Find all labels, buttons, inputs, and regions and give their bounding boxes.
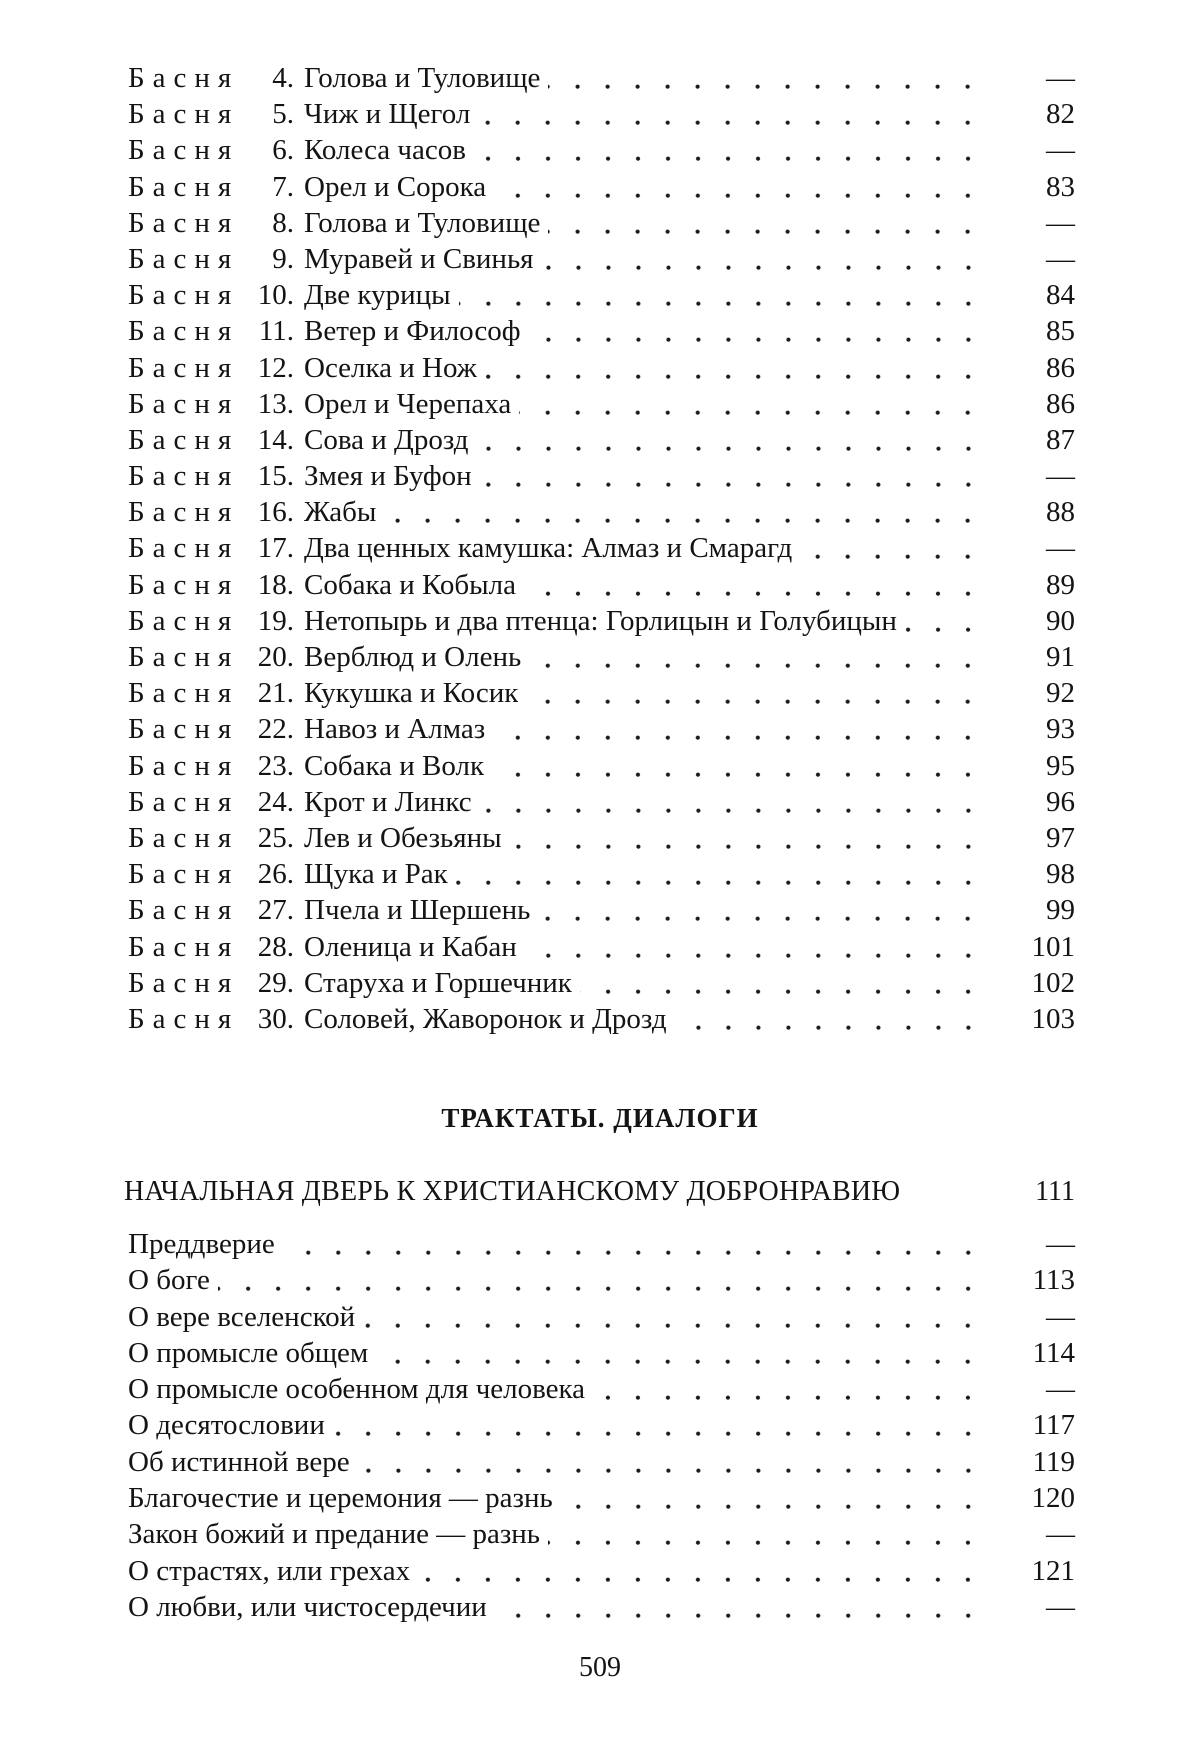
entry-number: 17. — [257, 532, 294, 565]
dot-leader — [561, 1480, 983, 1516]
entry-page-number: 96 — [1046, 785, 1075, 818]
dot-leader — [477, 422, 983, 458]
entry-number: 6. — [272, 134, 294, 167]
toc-entry-chapter — [128, 1553, 1075, 1589]
entry-number: 29. — [257, 966, 294, 999]
dot-leader — [519, 386, 983, 422]
dot-leader — [495, 1589, 983, 1625]
entry-page-number: 90 — [1046, 604, 1075, 637]
entry-number: 16. — [257, 496, 294, 529]
entry-number: 21. — [257, 677, 294, 710]
toc-entry-chapter — [128, 1480, 1075, 1516]
entry-title: О страстях, или грехах — [128, 1554, 411, 1587]
dot-leader — [363, 1299, 983, 1335]
toc-entry-fable — [128, 639, 1075, 675]
dot-leader — [459, 277, 983, 313]
entry-title: Две курицы — [304, 279, 451, 312]
entry-label: Басня — [128, 134, 240, 167]
treatise-page-number: 111 — [1035, 1176, 1075, 1207]
entry-label: Басня — [128, 496, 240, 529]
dot-leader — [283, 1226, 983, 1262]
toc-entry-fable — [128, 929, 1075, 965]
entry-number: 11. — [258, 315, 294, 348]
entry-title: О любви, или чистосердечии — [128, 1590, 487, 1623]
entry-title: Оселка и Нож — [304, 351, 477, 384]
toc-entry-fable — [128, 494, 1075, 530]
entry-page-number: 83 — [1046, 170, 1075, 203]
toc-entry-fable — [128, 784, 1075, 820]
entry-number: 5. — [272, 98, 294, 131]
dot-leader — [675, 1001, 983, 1037]
toc-entry-chapter — [128, 1371, 1075, 1407]
entry-page-number: — — [1046, 1228, 1075, 1260]
entry-label: Басня — [128, 785, 240, 818]
toc-entry-chapter — [128, 1407, 1075, 1443]
entry-label: Басня — [128, 858, 240, 891]
entry-number: 19. — [257, 604, 294, 637]
toc-entry-fable — [128, 277, 1075, 313]
entry-page-number: 84 — [1046, 279, 1075, 312]
toc-entry-fable — [128, 530, 1075, 566]
entry-page-number: 95 — [1046, 749, 1075, 782]
entry-title: Оленица и Кабан — [304, 930, 517, 963]
entry-page-number: — — [1046, 460, 1075, 493]
dot-leader — [384, 494, 983, 530]
entry-title: Закон божий и предание — разнь — [128, 1518, 541, 1551]
toc-entry-fable — [128, 567, 1075, 603]
entry-title: О промысле особенном для человека — [128, 1373, 586, 1406]
entry-label: Басня — [128, 641, 240, 673]
fables-contents-list — [128, 60, 1075, 1037]
toc-entry-fable — [128, 748, 1075, 784]
dot-leader — [548, 1516, 983, 1552]
entry-title: О десятословии — [128, 1409, 325, 1442]
entry-label: Басня — [128, 423, 240, 456]
toc-entry-fable — [128, 169, 1075, 205]
entry-number: 30. — [257, 1002, 294, 1035]
entry-title: Змея и Буфон — [304, 460, 472, 493]
entry-number: 25. — [257, 821, 294, 854]
entry-number: 26. — [257, 858, 294, 891]
entry-number: 22. — [257, 713, 294, 746]
dot-leader — [524, 567, 983, 603]
entry-page-number: 88 — [1046, 496, 1075, 529]
entry-page-number: 89 — [1046, 568, 1075, 601]
entry-page-number: — — [1046, 242, 1075, 275]
entry-page-number: 85 — [1046, 315, 1075, 348]
entry-title: Голова и Туловище — [304, 62, 541, 94]
entry-title: Сова и Дрозд — [304, 423, 469, 456]
entry-number: 28. — [257, 930, 294, 963]
entry-page-number: 103 — [1031, 1002, 1075, 1035]
entry-label: Басня — [128, 532, 240, 565]
toc-entry-fable — [128, 675, 1075, 711]
entry-title: Чиж и Щегол — [304, 98, 471, 131]
entry-number: 24. — [257, 785, 294, 818]
entry-title: Два ценных камушка: Алмаз и Смарагд — [304, 532, 793, 565]
entry-number: 14. — [257, 423, 294, 456]
section-heading: ТРАКТАТЫ. ДИАЛОГИ — [441, 1103, 759, 1133]
entry-label: Басня — [128, 568, 240, 601]
entry-title: Старуха и Горшечник — [304, 966, 572, 999]
entry-page-number: 91 — [1046, 641, 1075, 673]
entry-title: Лев и Обезьяны — [304, 821, 502, 854]
dot-leader — [800, 530, 983, 566]
toc-entry-fable — [128, 241, 1075, 277]
toc-entry-chapter — [128, 1516, 1075, 1552]
dot-leader — [526, 675, 983, 711]
entry-label: Басня — [128, 713, 240, 746]
toc-entry-fable — [128, 386, 1075, 422]
dot-leader — [548, 205, 983, 241]
entry-title: Собака и Кобыла — [304, 568, 516, 601]
entry-number: 27. — [257, 894, 294, 927]
entry-number: 23. — [257, 749, 294, 782]
entry-number: 18. — [257, 568, 294, 601]
entry-number: 8. — [272, 206, 294, 239]
toc-entry-chapter — [128, 1335, 1075, 1371]
entry-page-number: 98 — [1046, 858, 1075, 891]
entry-title: Верблюд и Олень — [304, 641, 522, 673]
entry-page-number: 117 — [1032, 1409, 1075, 1442]
toc-entry-fable — [128, 1001, 1075, 1037]
entry-page-number: — — [1046, 1373, 1075, 1406]
toc-entry-fable — [128, 892, 1075, 928]
entry-label: Басня — [128, 351, 240, 384]
entry-page-number: — — [1046, 532, 1075, 565]
entry-label: Басня — [128, 749, 240, 782]
dot-leader — [456, 856, 983, 892]
toc-entry-fable — [128, 60, 1075, 96]
dot-leader — [580, 965, 983, 1001]
dot-leader — [480, 784, 983, 820]
entry-label: Басня — [128, 894, 240, 927]
dot-leader — [218, 1262, 983, 1298]
entry-page-number: 114 — [1032, 1336, 1075, 1369]
entry-number: 13. — [257, 387, 294, 420]
entry-title: Колеса часов — [304, 134, 466, 167]
toc-entry-fable — [128, 205, 1075, 241]
entry-label: Басня — [128, 966, 240, 999]
dot-leader — [418, 1553, 983, 1589]
entry-title: Орел и Черепаха — [304, 387, 512, 420]
entry-page-number: 120 — [1031, 1482, 1075, 1515]
entry-title: О боге — [128, 1264, 210, 1297]
entry-title: Собака и Волк — [304, 749, 485, 782]
entry-title: О вере вселенской — [128, 1300, 356, 1333]
entry-page-number: — — [1046, 1300, 1075, 1333]
entry-label: Басня — [128, 604, 240, 637]
entry-title: Муравей и Свинья — [304, 242, 534, 275]
dot-leader — [529, 313, 983, 349]
dot-leader — [510, 820, 983, 856]
entry-page-number: 121 — [1031, 1554, 1075, 1587]
dot-leader — [333, 1407, 983, 1443]
dot-leader — [478, 96, 983, 132]
entry-page-number: 93 — [1046, 713, 1075, 746]
treatise-entry — [124, 1174, 1075, 1210]
entry-title: Соловей, Жаворонок и Дрозд — [304, 1002, 667, 1035]
entry-label: Басня — [128, 170, 240, 203]
dot-leader — [494, 169, 983, 205]
entry-number: 12. — [257, 351, 294, 384]
dot-leader — [593, 1371, 983, 1407]
toc-entry-chapter — [128, 1589, 1075, 1625]
entry-title: Щука и Рак — [304, 858, 448, 891]
dot-leader — [474, 132, 983, 168]
toc-entry-chapter — [128, 1299, 1075, 1335]
entry-number: 9. — [272, 242, 294, 275]
dot-leader — [905, 603, 983, 639]
toc-entry-fable — [128, 965, 1075, 1001]
dot-leader — [525, 929, 983, 965]
entry-page-number: — — [1046, 1518, 1075, 1551]
entry-title: Об истинной вере — [128, 1445, 350, 1478]
entry-page-number: 82 — [1046, 98, 1075, 131]
entry-title: Жабы — [304, 496, 377, 529]
entry-page-number: 86 — [1046, 351, 1075, 384]
entry-label: Басня — [128, 279, 240, 312]
entry-page-number: — — [1046, 206, 1075, 239]
entry-title: Орел и Сорока — [304, 170, 487, 203]
dot-leader — [376, 1335, 983, 1371]
toc-entry-fable — [128, 458, 1075, 494]
dot-leader — [485, 350, 983, 386]
entry-label: Басня — [128, 206, 240, 239]
entry-label: Басня — [128, 62, 240, 94]
dot-leader — [548, 60, 983, 96]
entry-title: Голова и Туловище — [304, 206, 541, 239]
toc-entry-fable — [128, 132, 1075, 168]
entry-title: Пчела и Шершень — [304, 894, 531, 927]
entry-label: Басня — [128, 242, 240, 275]
entry-page-number: 92 — [1046, 677, 1075, 710]
treatise-title: НАЧАЛЬНАЯ ДВЕРЬ К ХРИСТИАНСКОМУ ДОБРОНРАВИЮ — [124, 1176, 901, 1207]
toc-entry-fable — [128, 820, 1075, 856]
entry-page-number: 102 — [1031, 966, 1075, 999]
entry-title: Преддверие — [128, 1228, 275, 1260]
entry-page-number: 113 — [1032, 1264, 1075, 1297]
dot-leader — [492, 748, 983, 784]
entry-title: Благочестие и церемония — разнь — [128, 1482, 553, 1515]
entry-title: Ветер и Философ — [304, 315, 521, 348]
entry-label: Басня — [128, 387, 240, 420]
entry-page-number: 101 — [1031, 930, 1075, 963]
toc-entry-fable — [128, 313, 1075, 349]
entry-number: 7. — [272, 170, 294, 203]
entry-page-number: 87 — [1046, 423, 1075, 456]
entry-number: 15. — [257, 460, 294, 493]
dot-leader — [358, 1444, 983, 1480]
dot-leader — [542, 241, 983, 277]
entry-label: Басня — [128, 460, 240, 493]
entry-page-number: 97 — [1046, 821, 1075, 854]
dot-leader — [529, 639, 983, 675]
entry-page-number: — — [1046, 62, 1075, 94]
entry-label: Басня — [128, 677, 240, 710]
toc-entry-fable — [128, 603, 1075, 639]
entry-title: Крот и Линкс — [304, 785, 472, 818]
toc-entry-chapter — [128, 1262, 1075, 1298]
entry-title: Кукушка и Косик — [304, 677, 519, 710]
entry-title: О промысле общем — [128, 1336, 369, 1369]
page-number-footer: 509 — [579, 1652, 621, 1683]
dot-leader — [538, 892, 983, 928]
toc-entry-fable — [128, 711, 1075, 747]
entry-label: Басня — [128, 1002, 240, 1035]
entry-page-number: 86 — [1046, 387, 1075, 420]
entry-number: 20. — [257, 641, 294, 673]
entry-number: 4. — [272, 62, 294, 94]
toc-entry-chapter — [128, 1444, 1075, 1480]
entry-label: Басня — [128, 821, 240, 854]
entry-label: Басня — [128, 315, 240, 348]
dot-leader — [480, 458, 983, 494]
toc-entry-fable — [128, 422, 1075, 458]
dot-leader — [493, 711, 983, 747]
entry-label: Басня — [128, 930, 240, 963]
entry-number: 10. — [257, 279, 294, 312]
entry-title: Нетопырь и два птенца: Горлицын и Голубицын — [304, 604, 897, 637]
toc-entry-fable — [128, 856, 1075, 892]
entry-page-number: 99 — [1046, 894, 1075, 927]
chapters-contents-list — [128, 1226, 1075, 1625]
toc-entry-fable — [128, 96, 1075, 132]
entry-title: Навоз и Алмаз — [304, 713, 486, 746]
toc-entry-fable — [128, 350, 1075, 386]
entry-label: Басня — [128, 98, 240, 131]
entry-page-number: — — [1046, 1590, 1075, 1623]
entry-page-number: 119 — [1032, 1445, 1075, 1478]
entry-page-number: — — [1046, 134, 1075, 167]
toc-entry-chapter — [128, 1226, 1075, 1262]
